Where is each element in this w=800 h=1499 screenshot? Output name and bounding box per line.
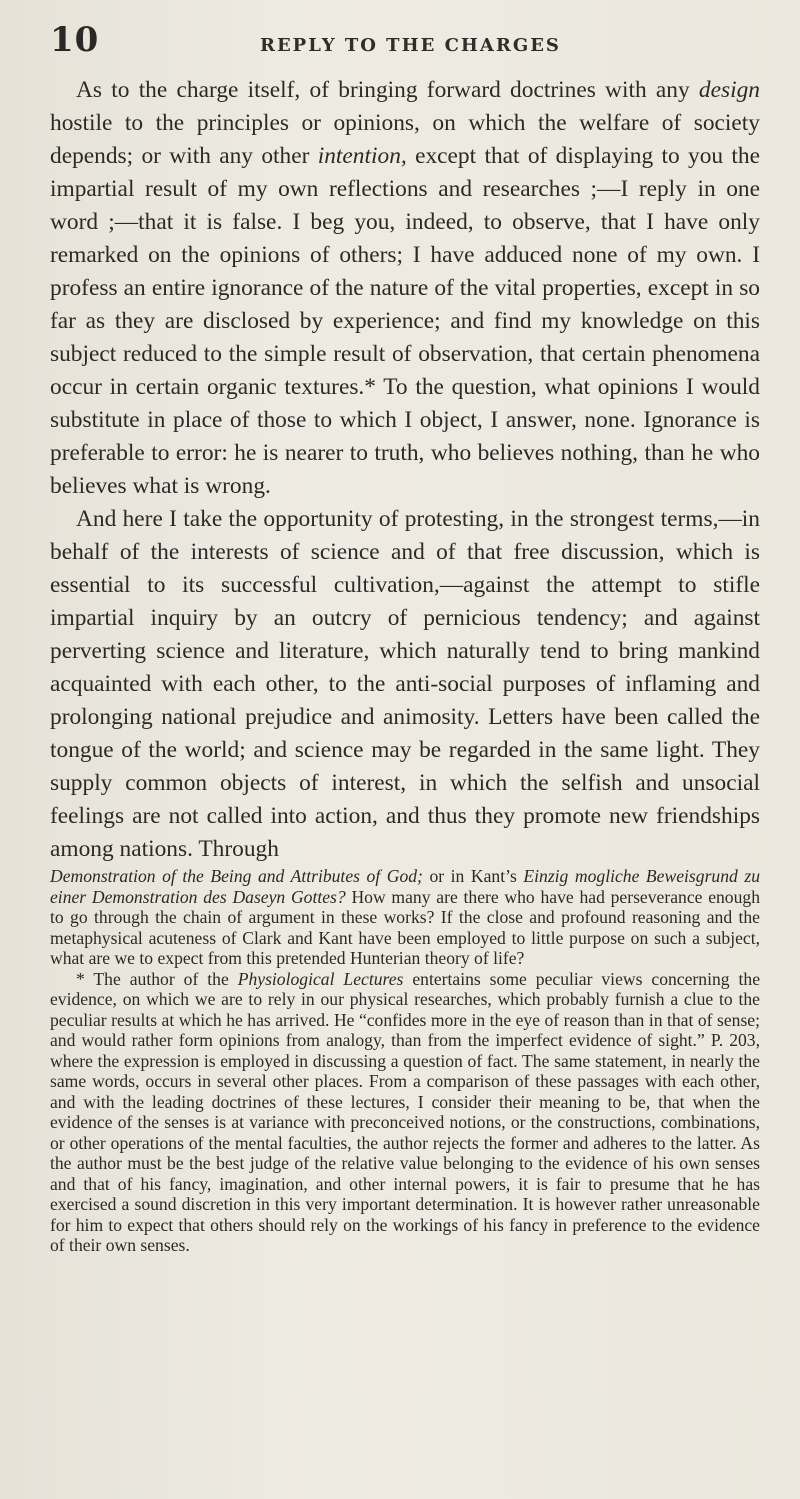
page-header <box>50 20 760 60</box>
page-number: 10 <box>50 20 100 60</box>
footnote-continued: Demonstration of the Being and Attributes of God; or in Kant’s Einzig mogliche Beweisgrund zu einer Demonstration des Daseyn Gottes? How many are there who have had perseverance enough to go through the chain of argument in these works? If the close and profound reasoning and the metaphysical acuteness of Clark and Kant have been employed to little purpose on such a subject, what are we to expect from this pretended Hunterian theory of life? <box>50 866 760 968</box>
footnote-physiological-lectures: * The author of the Physiological Lectures entertains some peculiar views concerning the evidence, on which we are to rely in our physical researches, which probably furnish a clue to the peculiar results at which he has arrived. He “confides more in the eye of reason than in that of sense; and would rather form opinions from analogy, than from the imperfect evidence of sight.” P. 203, where the expression is employed in discussing a question of fact. The same statement, in nearly the same words, occurs in several other places. From a comparison of these passages with each other, and with the leading doctrines of these lectures, I consider their meaning to be, that when the evidence of the senses is at variance with preconceived notions, or the constructions, combinations, or other operations of the mental faculties, the author rejects the former and adheres to the latter. As the author must be the best judge of the relative value belonging to the evidence of his own senses and that of his fancy, imagination, and other internal powers, it is fair to presume that he has exercised a sound discretion in this very important determination. It is however rather unreasonable for him to expect that others should rely on the workings of his fancy in preference to the evidence of their own senses. <box>50 968 760 1255</box>
paragraph-protest: And here I take the opportunity of protesting, in the strongest terms,—in behalf of the interests of science and of that free discussion, which is essential to its successful cultivation,—against the attempt to stifle impartial inquiry by an outcry of pernicious tendency; and against perverting science and literature, which naturally tend to bring mankind acquainted with each other, to the anti-social purposes of inflaming and prolonging national prejudice and animosity. Letters have been called the tongue of the world; and science may be regarded in the same light. They supply common objects of interest, in which the selfish and unsocial feelings are not called into action, and thus they promote new friendships among nations. Through <box>50 506 760 862</box>
page-body <box>50 74 760 1256</box>
running-title: REPLY TO THE CHARGES <box>260 35 561 56</box>
paragraph-charge: As to the charge itself, of bringing forward doctrines with any design hostile to the principles or opinions, on which the welfare of society depends; or with any other intention, except that of displaying to you the impartial result of my own reflections and researches ;—I reply in one word ;—that it is false. I beg you, indeed, to observe, that I have only remarked on the opinions of others; I have adduced none of my own. I profess an entire ignorance of the nature of the vital properties, except in so far as they are disclosed by experience; and find my knowledge on this subject reduced to the simple result of observation, that certain phenomena occur in certain organic textures.* To the question, what opinions I would substitute in place of those to which I object, I answer, none. Ignorance is preferable to error: he is nearer to truth, who believes nothing, than he who believes what is wrong. <box>50 77 760 499</box>
